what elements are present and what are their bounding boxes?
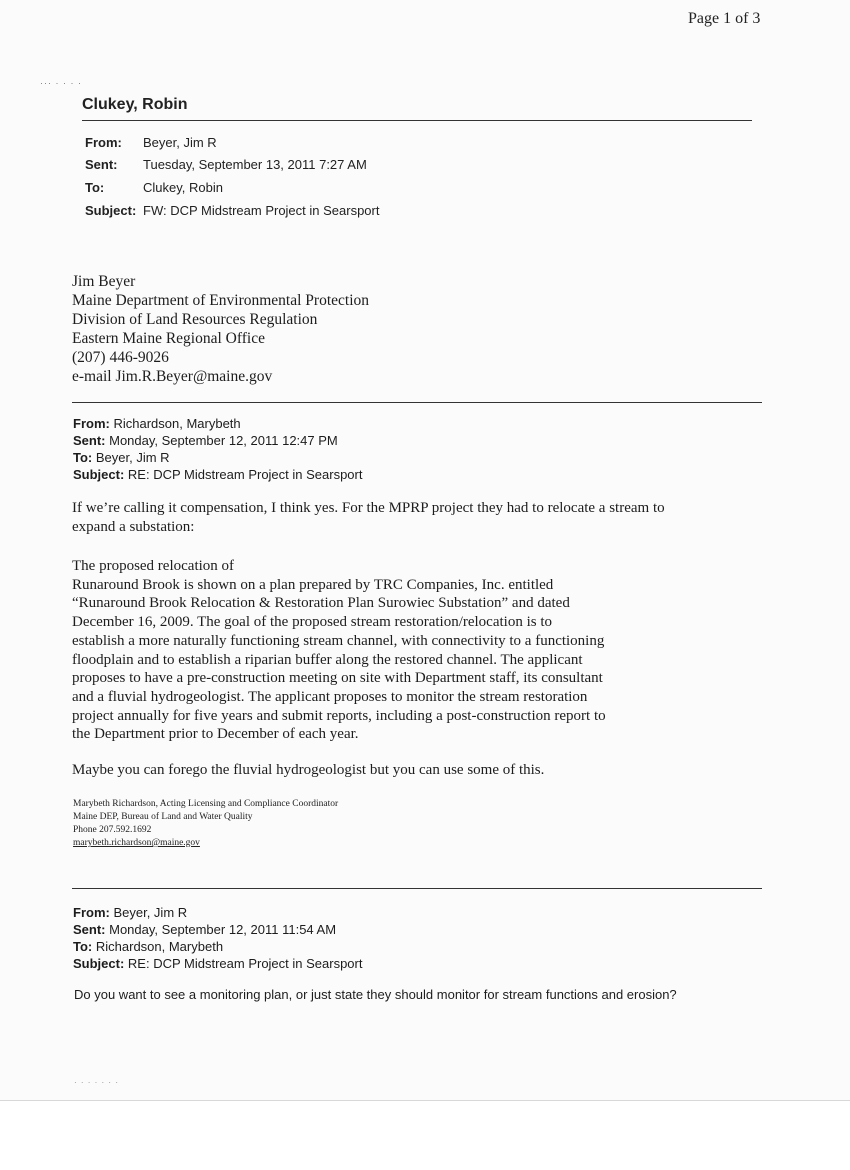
signature-name: Jim Beyer [72, 273, 136, 290]
message2-subject-value: RE: DCP Midstream Project in Searsport [127, 956, 363, 971]
message1-to-label: To: [73, 450, 93, 465]
message1-sent-label: Sent: [73, 433, 106, 448]
header-to-row [85, 180, 223, 195]
quote-line: floodplain and to establish a riparian buffer along the restored channel. The applicant [72, 651, 583, 668]
signature-department: Maine Department of Environmental Protection [72, 292, 369, 309]
signature-office: Eastern Maine Regional Office [72, 330, 265, 347]
message2-header [73, 904, 362, 972]
message1-from-row [73, 415, 362, 432]
message2-sent-row [73, 921, 362, 938]
signature-line: Phone 207.592.1692 [73, 825, 152, 835]
quote-line: December 16, 2009. The goal of the proposed stream restoration/relocation is to [72, 614, 552, 631]
print-header-artifact: ··· · · · · [40, 78, 82, 88]
to-label: To: [85, 180, 105, 195]
from-label: From: [85, 135, 122, 150]
sent-label: Sent: [85, 157, 118, 172]
message1-subject-label: Subject: [73, 467, 125, 482]
message2-divider [72, 888, 762, 889]
message1-quoted-passage [72, 557, 606, 744]
message1-divider [72, 402, 762, 403]
sent-value: Tuesday, September 13, 2011 7:27 AM [143, 157, 367, 172]
message2-sent-label: Sent: [73, 922, 106, 937]
message2-sent-value: Monday, September 12, 2011 11:54 AM [109, 922, 337, 937]
page-number: Page 1 of 3 [688, 10, 761, 27]
signature-phone: (207) 446-9026 [72, 349, 169, 366]
subject-value: FW: DCP Midstream Project in Searsport [143, 203, 380, 218]
subject-label: Subject: [85, 203, 137, 218]
message1-from-value: Richardson, Marybeth [113, 416, 241, 431]
quote-line: the Department prior to December of each year. [72, 726, 359, 743]
signature-email: e-mail Jim.R.Beyer@maine.gov [72, 368, 273, 385]
message1-from-label: From: [73, 416, 110, 431]
signature-division: Division of Land Resources Regulation [72, 311, 318, 328]
message2-body: Do you want to see a monitoring plan, or just state they should monitor for stream functions and erosion? [74, 987, 677, 1002]
intro-line: expand a substation: [72, 519, 195, 535]
message1-header [73, 415, 362, 483]
intro-line: If we’re calling it compensation, I think yes. For the MPRP project they had to relocate a stream to [72, 500, 665, 516]
page-bottom-margin [0, 1100, 850, 1170]
print-footer-artifact: · · · · · · · [74, 1078, 119, 1087]
message1-intro [72, 499, 665, 537]
quote-line: and a fluvial hydrogeologist. The applicant proposes to monitor the stream restoration [72, 688, 588, 705]
sender-signature-block [72, 272, 369, 386]
quote-line: proposes to have a pre-construction meeting on site with Department staff, its consultant [72, 670, 603, 687]
header-subject-row [85, 203, 379, 218]
message1-signature [73, 798, 338, 850]
message2-to-label: To: [73, 939, 93, 954]
message1-sent-value: Monday, September 12, 2011 12:47 PM [109, 433, 338, 448]
signature-line: Marybeth Richardson, Acting Licensing and Compliance Coordinator [73, 799, 339, 809]
header-from-row [85, 135, 217, 150]
mailbox-owner-name: Clukey, Robin [82, 96, 188, 113]
signature-email-link[interactable]: marybeth.richardson@maine.gov [73, 838, 200, 848]
to-value: Clukey, Robin [143, 180, 223, 195]
quote-line: “Runaround Brook Relocation & Restoration Plan Surowiec Substation” and dated [72, 595, 570, 612]
quote-line: project annually for five years and submit reports, including a post-construction report to [72, 707, 606, 724]
message1-subject-row [73, 466, 362, 483]
message2-from-value: Beyer, Jim R [113, 905, 188, 920]
message1-to-value: Beyer, Jim R [95, 450, 170, 465]
header-sent-row [85, 157, 367, 172]
message2-subject-label: Subject: [73, 956, 125, 971]
message2-from-row [73, 904, 362, 921]
quote-line: establish a more naturally functioning stream channel, with connectivity to a functioning [72, 632, 605, 649]
quote-line: The proposed relocation of [72, 558, 235, 574]
message1-closing: Maybe you can forego the fluvial hydrogeologist but you can use some of this. [72, 762, 545, 778]
message1-sent-row [73, 432, 362, 449]
signature-line: Maine DEP, Bureau of Land and Water Quality [73, 812, 253, 822]
message2-to-row [73, 938, 362, 955]
owner-divider [82, 120, 752, 121]
message2-from-label: From: [73, 905, 110, 920]
message1-to-row [73, 449, 362, 466]
message2-to-value: Richardson, Marybeth [95, 939, 224, 954]
quote-line: Runaround Brook is shown on a plan prepared by TRC Companies, Inc. entitled [72, 576, 554, 593]
message1-subject-value: RE: DCP Midstream Project in Searsport [127, 467, 363, 482]
from-value: Beyer, Jim R [143, 135, 217, 150]
message2-subject-row [73, 955, 362, 972]
